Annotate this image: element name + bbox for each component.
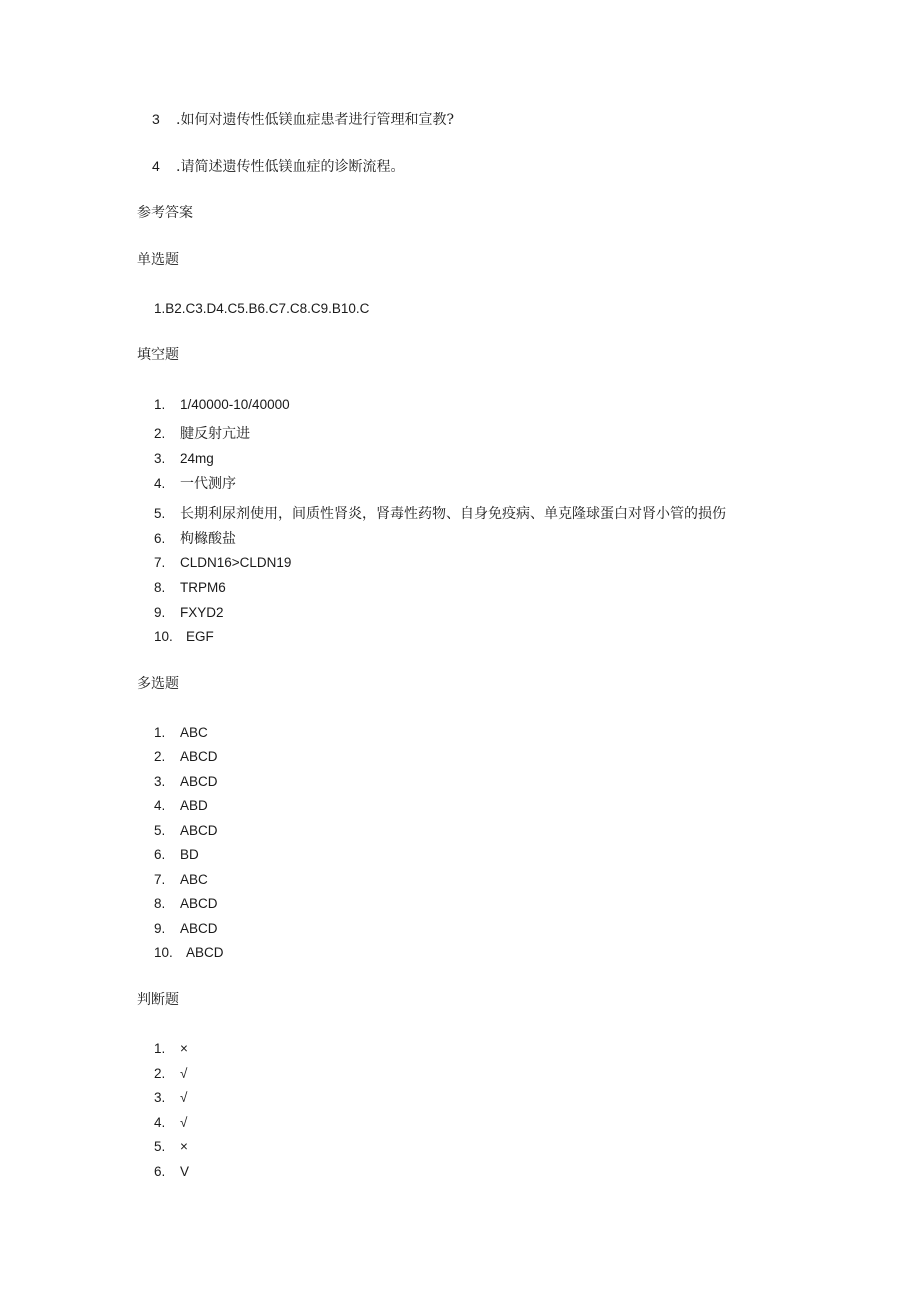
item-text: TRPM6 [180,580,226,595]
item-number: 1. [154,397,166,412]
item-number: 2. [154,426,166,441]
item-number: 3. [154,1090,166,1105]
item-number: 1. [154,1041,166,1056]
single-choice-heading: 单选题 [137,252,179,268]
item-number: 3. [154,451,166,466]
item-number: 4. [154,798,166,813]
item-text: ABCD [180,774,218,789]
item-number: 6. [154,847,166,862]
item-number: 7. [154,872,166,887]
item-number: 2. [154,1066,166,1081]
item-number: 8. [154,896,166,911]
item-text: 腱反射亢进 [180,426,250,442]
true-false-heading: 判断题 [137,992,179,1008]
question-text: .请简述遗传性低镁血症的诊断流程。 [176,159,405,175]
item-text: × [180,1139,188,1154]
item-text: ABCD [186,945,224,960]
question-number: 3 [152,111,160,127]
item-number: 5. [154,506,166,521]
item-text: CLDN16>CLDN19 [180,555,292,570]
item-number: 8. [154,580,166,595]
item-number: 6. [154,531,166,546]
fill-blank-heading: 填空题 [137,347,179,363]
item-text: 长期利尿剂使用，间质性肾炎，肾毒性药物、自身免疫病、单克隆球蛋白对肾小管的损伤 [180,506,726,522]
item-text: ABCD [180,749,218,764]
multiple-choice-heading: 多选题 [137,676,179,692]
item-number: 3. [154,774,166,789]
question-text: .如何对遗传性低镁血症患者进行管理和宣教? [176,112,454,128]
question-3 [152,110,454,129]
item-number: 2. [154,749,166,764]
item-text: √ [180,1090,188,1105]
item-number: 6. [154,1164,166,1179]
item-text: 一代测序 [180,476,236,492]
item-number: 1. [154,725,166,740]
item-number: 5. [154,1139,166,1154]
item-text: BD [180,847,199,862]
answer-key-heading: 参考答案 [137,205,193,221]
question-4 [152,157,404,176]
item-text: V [180,1164,190,1179]
item-number: 9. [154,921,166,936]
item-number: 4. [154,1115,166,1130]
item-number: 4. [154,476,166,491]
item-text: ABCD [180,896,218,911]
item-number: 5. [154,823,166,838]
item-text: FXYD2 [180,605,224,620]
item-text: EGF [186,629,214,644]
item-text: ABD [180,798,208,813]
item-number: 10. [154,629,173,644]
item-text: 24mg [180,451,214,466]
item-text: 1/40000-10/40000 [180,397,290,412]
item-text: × [180,1041,188,1056]
item-text: ABCD [180,823,218,838]
item-text: ABC [180,872,208,887]
question-number: 4 [152,158,160,174]
single-choice-answers: 1.B2.C3.D4.C5.B6.C7.C8.C9.B10.C [154,301,370,316]
item-number: 9. [154,605,166,620]
item-text: ABC [180,725,208,740]
item-text: 枸櫞酸盐 [180,531,236,547]
item-number: 10. [154,945,173,960]
item-text: √ [180,1115,188,1130]
item-text: √ [180,1066,188,1081]
item-text: ABCD [180,921,218,936]
item-number: 7. [154,555,166,570]
